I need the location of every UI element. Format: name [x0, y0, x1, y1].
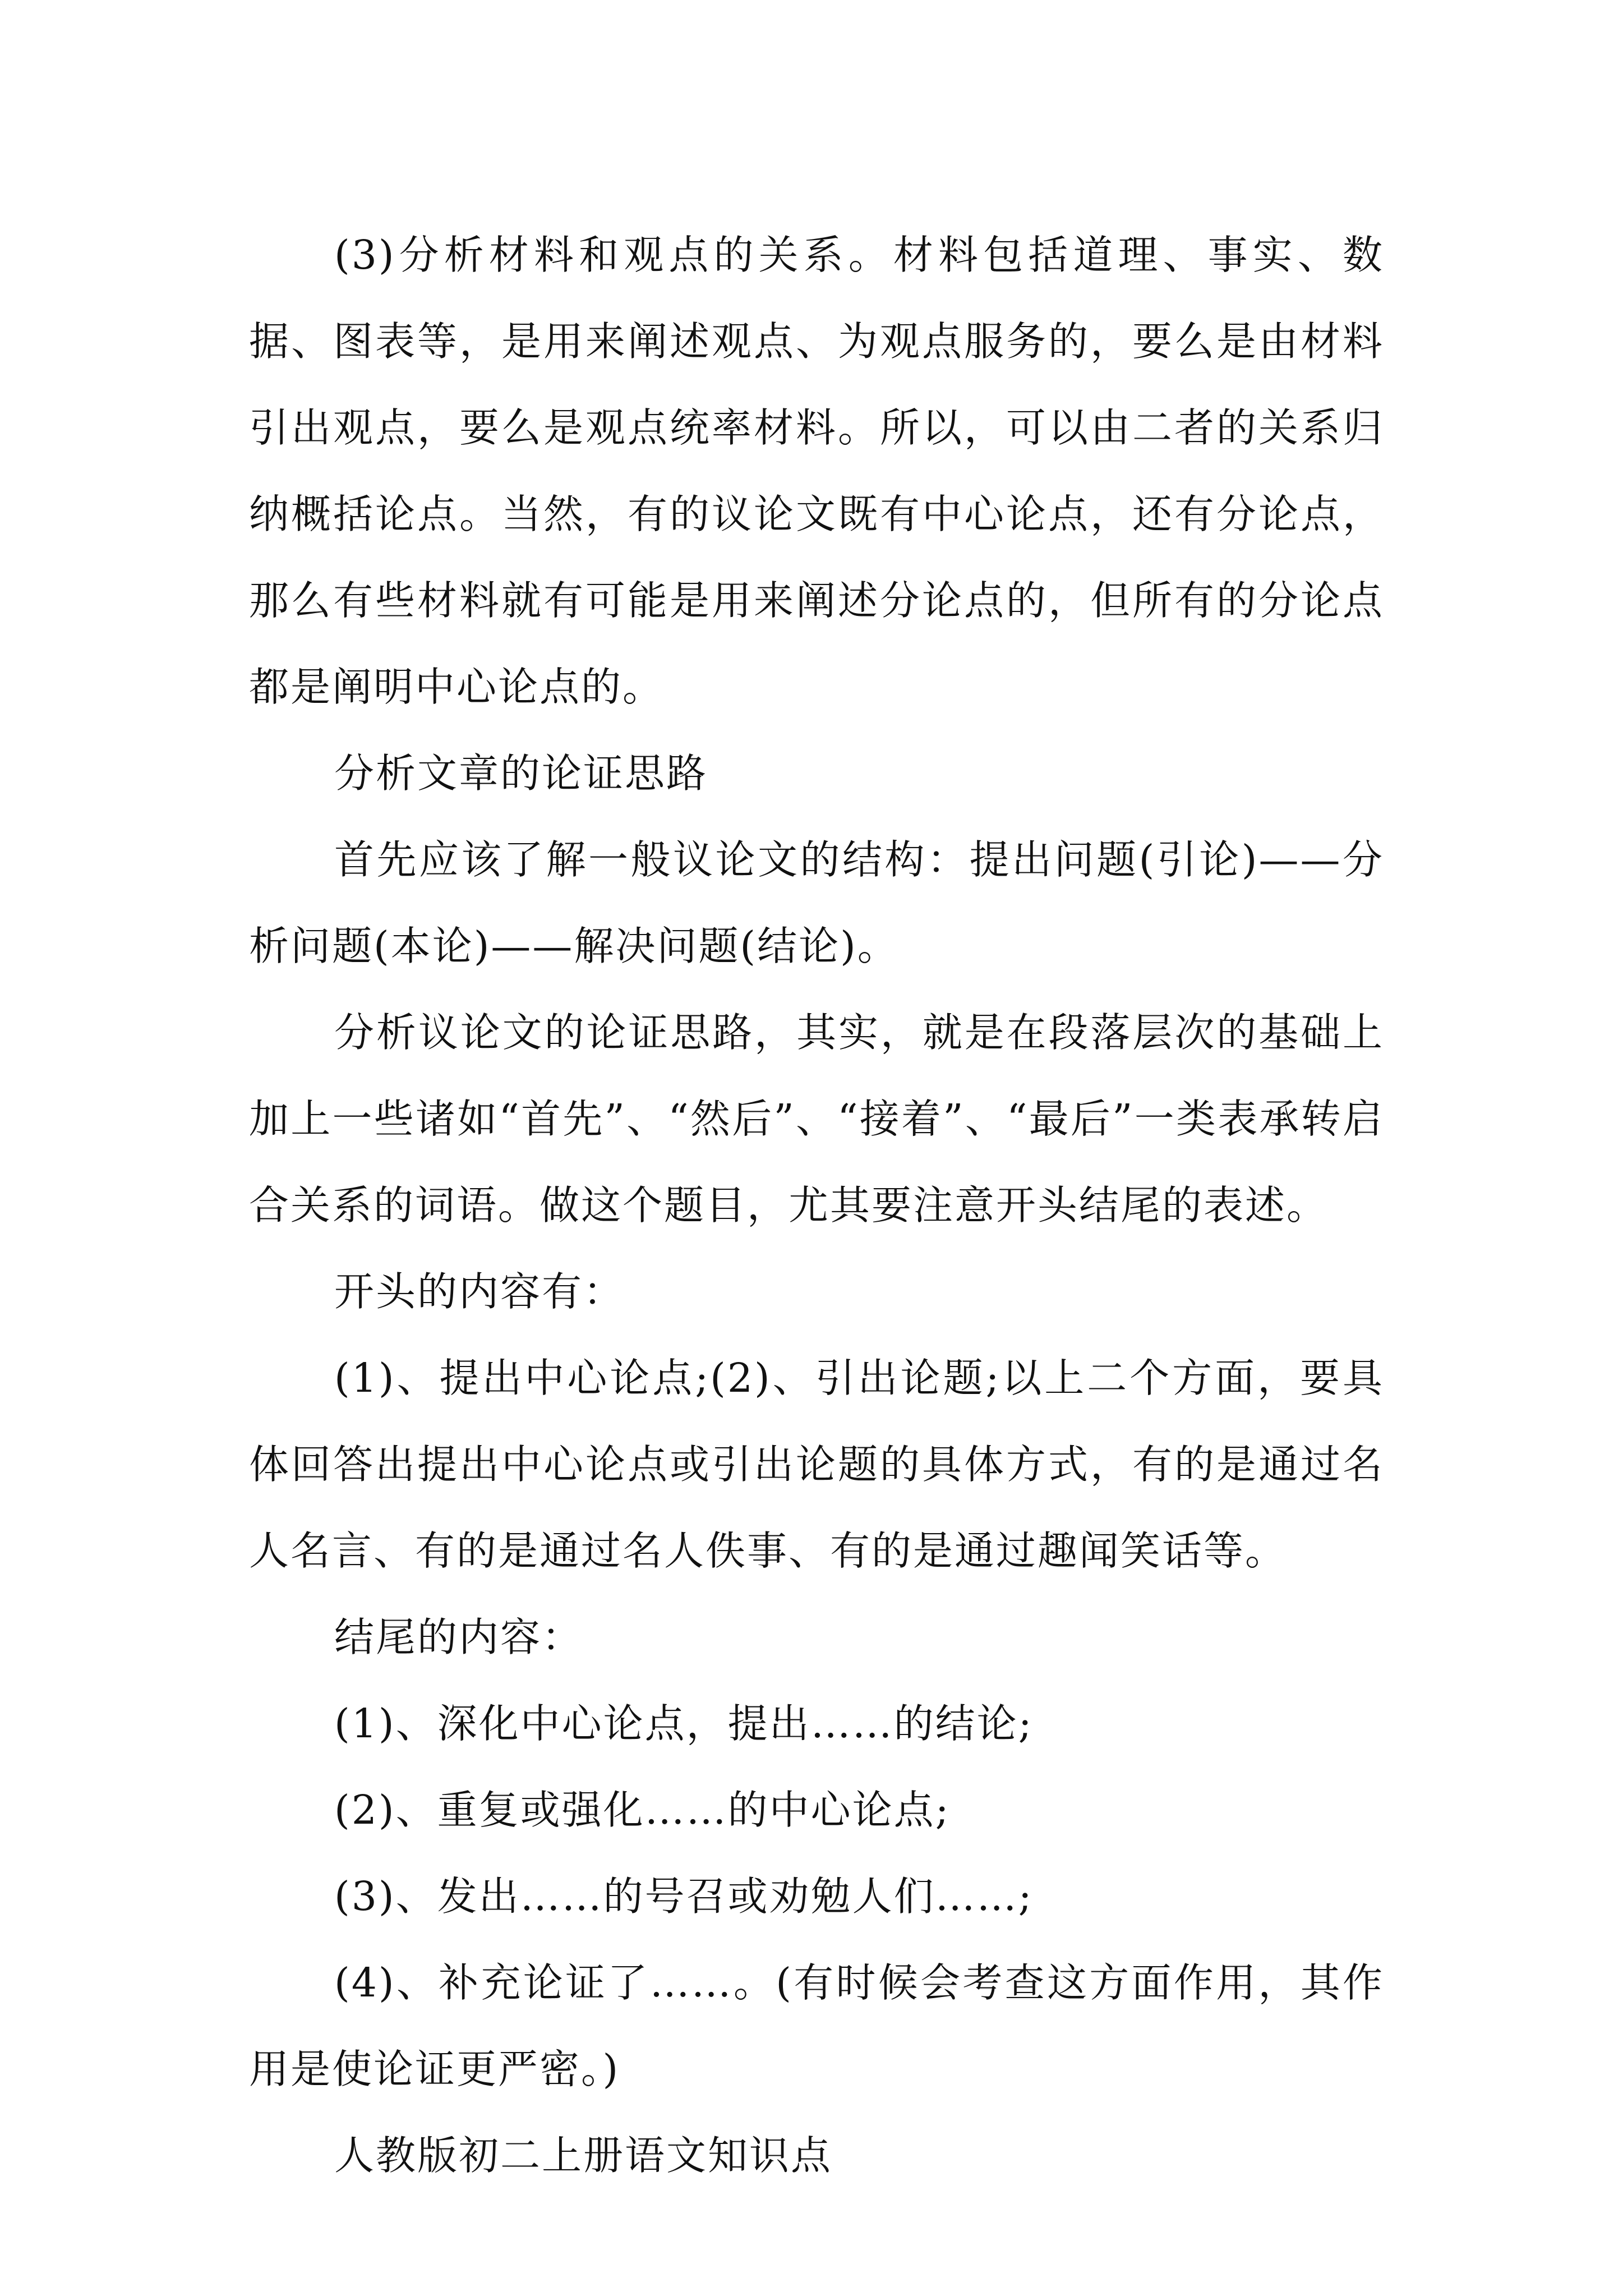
paragraph-argument-analysis: 分析议论文的论证思路，其实，就是在段落层次的基础上加上一些诸如“首先”、“然后”、“接着”、“最后”一类表承转启合关系的词语。做这个题目，尤其要注意开头结尾的表述。	[249, 1009, 1384, 1228]
heading-argument-logic: 分析文章的论证思路	[334, 750, 708, 797]
list-item-ending-4: (4)、补充论证了……。(有时候会考查这方面作用，其作用是使论证更严密。)	[249, 1959, 1384, 2092]
list-item-ending-1: (1)、深化中心论点，提出……的结论;	[334, 1700, 1034, 1747]
list-item-ending-2: (2)、重复或强化……的中心论点;	[334, 1787, 951, 1833]
paragraph-material-viewpoint: (3)分析材料和观点的关系。材料包括道理、事实、数据、图表等，是用来阐述观点、为观点服务的，要么是由材料引出观点，要么是观点统率材料。所以，可以由二者的关系归纳概括论点。当然，有的议论文既有中心论点，还有分论点，那么有些材料就有可能是用来阐述分论点的，但所有的分论点都是阐明中心论点的。	[249, 232, 1384, 710]
heading-opening-content: 开头的内容有：	[334, 1268, 625, 1315]
list-item-ending-3: (3)、发出……的号召或劝勉人们……;	[334, 1873, 1034, 1920]
body-text	[249, 212, 1384, 2199]
paragraph-essay-structure: 首先应该了解一般议论文的结构：提出问题(引论)——分析问题(本论)——解决问题(结论)。	[249, 836, 1384, 969]
heading-ending-content: 结尾的内容：	[334, 1614, 584, 1660]
section-title: 人教版初二上册语文知识点	[334, 2132, 833, 2179]
paragraph-opening-details: (1)、提出中心论点;(2)、引出论题;以上二个方面，要具体回答出提出中心论点或引出论题的具体方式，有的是通过名人名言、有的是通过名人佚事、有的是通过趣闻笑话等。	[249, 1355, 1384, 1574]
